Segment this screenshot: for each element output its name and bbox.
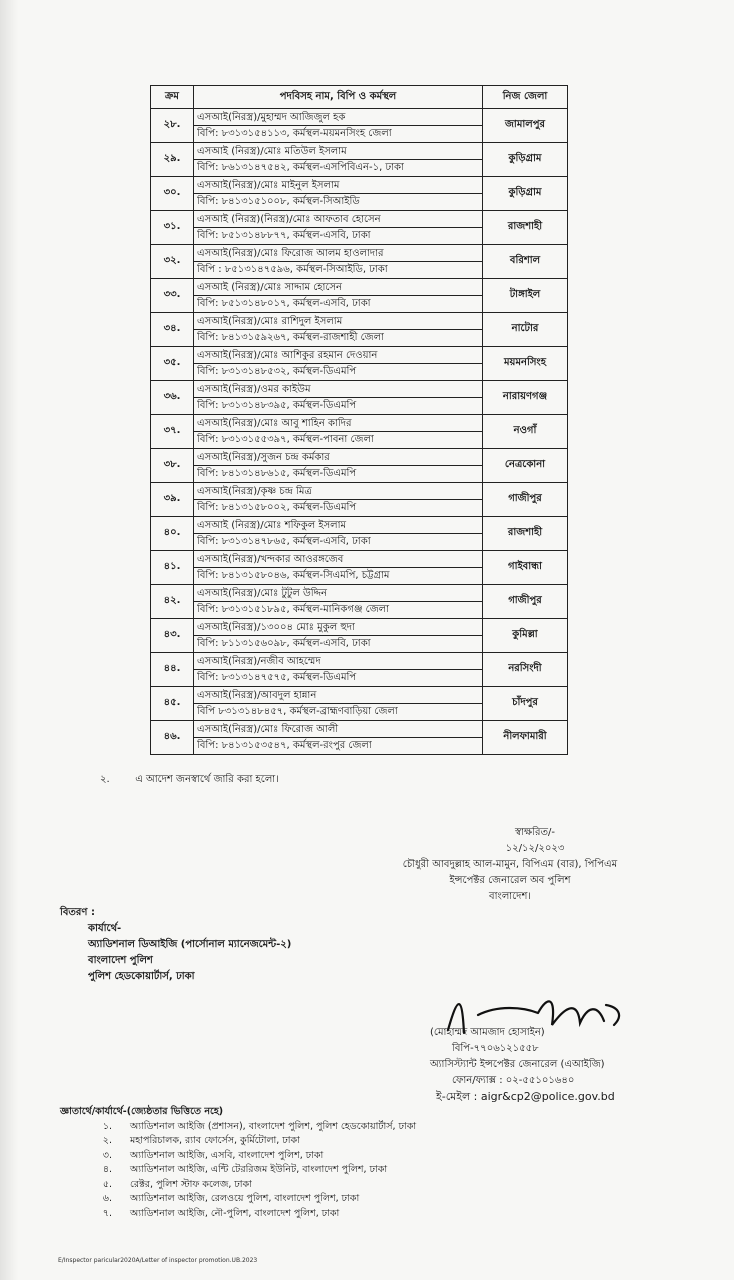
row-serial: ৩৬. [151,381,194,415]
row-district: নওগাঁ [483,415,568,449]
row-name: এসআই (নিরস্ত্র)(নিরস্ত্র)/মোঃ আফতাব হোসেন [194,212,482,228]
info-item-number: ৫. [102,1178,112,1190]
header-name: পদবিসহ নাম, বিপি ও কর্মস্থল [194,86,483,109]
row-name-bp [194,517,483,551]
second-signatory-name: (মোহাম্মদ আমজাদ হোসাইন) [430,1027,545,1038]
row-serial: ৩১. [151,211,194,245]
info-item-text: অ্যাডিশনাল আইজি, রেলওয়ে পুলিশ, বাংলাদেশ পুলিশ, ঢাকা [130,1193,360,1204]
row-serial: ৪০. [151,517,194,551]
row-name-bp [194,381,483,415]
signatory-name: চৌধুরী আবদুল্লাহ আল-মামুন, বিপিএম (বার), পিপিএম [402,859,618,870]
row-name-bp [194,143,483,177]
row-serial: ৩৮. [151,449,194,483]
row-bp: বিপি: ৮৩১৩১৫৪১১৩, কর্মস্থল-ময়মনসিংহ জেলা [197,128,392,139]
row-bp: বিপি: ৮৪১৩১৫৮০০২, কর্মস্থল-ডিএমপি [197,502,357,513]
row-name: এসআই (নিরস্ত্র)/মোঃ মতিউল ইসলাম [194,144,482,160]
row-district: জামালপুর [483,109,568,143]
row-name: এসআই(নিরস্ত্র)/ওমর কাইউম [194,382,482,398]
row-name-bp [194,415,483,449]
row-name-bp [194,347,483,381]
row-name: এসআই(নিরস্ত্র)/১৩০০৪ মোঃ মুকুল হুদা [194,620,482,636]
row-bp: বিপি: ৮৩১৩১৫১৮৯৫, কর্মস্থল-মানিকগঞ্জ জেলা [197,604,390,615]
distribution-heading: বিতরণ : [60,907,95,918]
row-district: রাজশাহী [483,211,568,245]
row-serial: ৩৪. [151,313,194,347]
row-district: নীলফামারী [483,721,568,755]
info-item [60,1120,416,1135]
row-district: কুড়িগ্রাম [483,177,568,211]
info-item [60,1134,416,1149]
row-district: চাঁদপুর [483,687,568,721]
row-district: রাজশাহী [483,517,568,551]
row-bp: বিপি: ৮৪১৩১৪৮৬১৫, কর্মস্থল-ডিএমপি [197,468,357,479]
info-item-text: অ্যাডিশনাল আইজি (প্রশাসন), বাংলাদেশ পুলিশ, পুলিশ হেডকোয়ার্টার্স, ঢাকা [130,1120,417,1132]
info-item-text: অ্যাডিশনাল আইজি, এসবি, বাংলাদেশ পুলিশ, ঢাকা [130,1149,324,1161]
info-heading: জ্ঞাতার্থে/কার্যার্থে-(জ্যেষ্ঠতার ভিত্তিতে নহে) [60,1106,224,1117]
second-signatory-email: ই-মেইল : aigr&cp2@police.gov.bd [436,1090,615,1103]
table-row [151,687,568,721]
info-list-block [60,1105,416,1221]
row-district: গাইবান্ধা [483,551,568,585]
info-item-text: রেক্টর, পুলিশ স্টাফ কলেজ, ঢাকা [130,1178,252,1190]
info-item [60,1149,416,1164]
distribution-line-1: অ্যাডিশনাল ডিআইজি (পার্সোনাল ম্যানেজমেন্ট-২) [88,939,292,950]
row-name: এসআই (নিরস্ত্র)/মোঃ শফিকুল ইসলাম [194,518,482,534]
table-row [151,347,568,381]
row-name: এসআই(নিরস্ত্র)/মোঃ রাশিদুল ইসলাম [194,314,482,330]
row-serial: ৩৫. [151,347,194,381]
table-header-row [151,86,568,109]
table-row [151,483,568,517]
row-district: ময়মনসিংহ [483,347,568,381]
second-signatory-phone: ফোন/ফ্যাক্স : ০২-৫৫১০১৬৪০ [452,1075,575,1086]
row-name: এসআই(নিরস্ত্র)/খন্দকার আওরঙ্গজেব [194,552,482,568]
footer-path: E/Inspector paricular2020A/Letter of inspector promotion.UB.2023 [58,1257,258,1264]
row-serial: ৪৬. [151,721,194,755]
row-district: বরিশাল [483,245,568,279]
second-signatory-title: অ্যাসিস্ট্যান্ট ইন্সপেক্টর জেনারেল (এআইজি) [430,1059,605,1070]
row-district: নাটোর [483,313,568,347]
row-bp: বিপি : ৮৫১৩১৪৭৫৯৬, কর্মস্থল-সিআইডি, ঢাকা [197,264,388,275]
row-bp: বিপি: ৮৬১৩১৪৭৫৪২, কর্মস্থল-এসপিবিএন-১, ঢাকা [197,162,404,173]
table-row [151,653,568,687]
table-row [151,279,568,313]
row-bp: বিপি: ৮৩১৩১৪৮৫৩২, কর্মস্থল-ডিএমপি [197,366,357,377]
row-name-bp [194,279,483,313]
header-serial: ক্রম [151,86,194,109]
info-item-text: অ্যাডিশনাল আইজি, নৌ-পুলিশ, বাংলাদেশ পুলিশ, ঢাকা [130,1207,340,1219]
row-name-bp [194,619,483,653]
table-row [151,619,568,653]
row-serial: ৩০. [151,177,194,211]
row-name-bp [194,313,483,347]
row-name: এসআই(নিরস্ত্র)/মোঃ ফিরোজ আলী [194,722,482,738]
row-name: এসআই(নিরস্ত্র)/কৃষ্ণ চন্দ্র মিত্র [194,484,482,500]
info-item [60,1163,416,1178]
table-row [151,109,568,143]
row-serial: ২৮. [151,109,194,143]
row-name-bp [194,585,483,619]
distribution-line-2: বাংলাদেশ পুলিশ [88,955,153,966]
row-serial: ২৯. [151,143,194,177]
promotion-table [150,85,568,755]
signatory-title: ইন্সপেক্টর জেনারেল অব পুলিশ [449,875,571,886]
row-bp: বিপি: ৮৪১৩১৫১০০৮, কর্মস্থল-সিআইডি [197,196,360,207]
table-row [151,313,568,347]
row-bp: বিপি: ৮৩১৩১৪৭৮৬৫, কর্মস্থল-এসবি, ঢাকা [197,536,371,547]
row-name-bp [194,653,483,687]
info-item-number: ৭. [102,1207,112,1219]
distribution-line-3: পুলিশ হেডকোয়ার্টার্স, ঢাকা [88,971,195,982]
row-name: এসআই(নিরস্ত্র)/মোঃ আশিকুর রহমান দেওয়ান [194,348,482,364]
table-row [151,143,568,177]
row-district: নরসিংদী [483,653,568,687]
distribution-action: কার্যার্থে- [88,923,122,934]
row-serial: ৪৩. [151,619,194,653]
second-signatory-block [430,1025,615,1105]
row-district: কুমিল্লা [483,619,568,653]
row-district: কুড়িগ্রাম [483,143,568,177]
row-name: এসআই(নিরস্ত্র)/মোঃ মাইনুল ইসলাম [194,178,482,194]
table-row [151,245,568,279]
row-serial: ৩৭. [151,415,194,449]
table-row [151,177,568,211]
order-text: এ আদেশ জনস্বার্থে জারি করা হলো। [135,774,279,785]
row-district: নেত্রকোনা [483,449,568,483]
row-name: এসআই (নিরস্ত্র)/মোঃ সাদ্দাম হোসেন [194,280,482,296]
row-name: এসআই(নিরস্ত্র)/নজীব আহম্মেদ [194,654,482,670]
row-bp: বিপি: ৮৩১৩১৪৮৩৯৫, কর্মস্থল-ডিএমপি [197,400,357,411]
row-name: এসআই(নিরস্ত্র)/মোঃ আবু শাহিন কাদির [194,416,482,432]
row-name-bp [194,687,483,721]
signatory-country: বাংলাদেশ। [489,891,531,902]
row-bp: বিপি: ৮৪১৩১৫৯২৬৭, কর্মস্থল-রাজশাহী জেলা [197,332,384,343]
table-row [151,721,568,755]
order-line [100,772,279,789]
row-name: এসআই(নিরস্ত্র)/মোঃ টুটুল উদ্দিন [194,586,482,602]
table-row [151,551,568,585]
signatory-block [380,825,640,905]
row-bp: বিপি: ৮৩১৩১৪৭৫৭৫, কর্মস্থল-ডিএমপি [197,672,357,683]
row-name-bp [194,109,483,143]
info-item [60,1192,416,1207]
row-bp: বিপি: ৮১১৩১৫৬০৯৮, কর্মস্থল-এসবি, ঢাকা [197,638,371,649]
row-serial: ৪৪. [151,653,194,687]
header-district: নিজ জেলা [483,86,568,109]
info-item-number: ২. [102,1135,112,1146]
info-item-number: ৪. [102,1164,112,1175]
row-name-bp [194,449,483,483]
info-item-number: ৬. [102,1193,112,1204]
distribution-block [60,905,291,985]
row-serial: ৩২. [151,245,194,279]
row-name-bp [194,245,483,279]
row-serial: ৪১. [151,551,194,585]
row-serial: ৩৩. [151,279,194,313]
table-row [151,211,568,245]
row-name: এসআই(নিরস্ত্র)/আবদুল হান্নান [194,688,482,704]
info-item-text: মহাপরিচালক, র‍্যাব ফোর্সেস, কুর্মিটোলা, ঢাকা [130,1135,300,1146]
row-district: গাজীপুর [483,483,568,517]
row-district: গাজীপুর [483,585,568,619]
row-name: এসআই(নিরস্ত্র)/মোঃ ফিরোজ আলম হাওলাদার [194,246,482,262]
info-item-text: অ্যাডিশনাল আইজি, এন্টি টেররিজম ইউনিট, বাংলাদেশ পুলিশ, ঢাকা [130,1164,388,1175]
row-bp: বিপি: ৮৪১৩১৫৮০৪৬, কর্মস্থল-সিএমপি, চট্টগ্রাম [197,570,390,581]
info-item-number: ৩. [102,1149,112,1161]
table-row [151,381,568,415]
row-name-bp [194,211,483,245]
row-serial: ৩৯. [151,483,194,517]
row-name: এসআই(নিরস্ত্র)/সুজন চন্দ্র কর্মকার [194,450,482,466]
row-name-bp [194,721,483,755]
page-edge-shadow [0,0,18,1280]
row-bp: বিপি: ৮৪১৩১৫৩৫৪৭, কর্মস্থল-রংপুর জেলা [197,740,372,751]
info-item-number: ১. [102,1120,112,1132]
row-serial: ৪২. [151,585,194,619]
second-signatory-bp: বিপি-৭৭০৬১২১৫৫৮ [452,1043,539,1054]
sign-date: ১২/১২/২০২৩ [505,843,565,854]
info-item [60,1207,416,1222]
row-bp: বিপি: ৮৩১৩১৫৫৩৯৭, কর্মস্থল-পাবনা জেলা [197,434,374,445]
row-name-bp [194,551,483,585]
table-row [151,517,568,551]
row-bp: বিপি: ৮৫১৩১৪৮৮৭৭, কর্মস্থল-এসবি, ঢাকা [197,230,371,241]
row-bp: বিপি: ৮৫১৩১৪৮০১৭, কর্মস্থল-এসবি, ঢাকা [197,298,371,309]
table-row [151,415,568,449]
order-number: ২. [100,774,110,785]
info-item [60,1178,416,1193]
row-name: এসআই(নিরস্ত্র)/মুহাম্মদ আজিজুল হক [194,110,482,126]
row-district: টাঙ্গাইল [483,279,568,313]
row-district: নারায়ণগঞ্জ [483,381,568,415]
row-bp: বিপি ৮৩১৩১৪৮৪৫৭, কর্মস্থল-ব্রাহ্মণবাড়িয়া জেলা [197,706,398,717]
table-row [151,449,568,483]
row-name-bp [194,483,483,517]
row-name-bp [194,177,483,211]
signed-label: স্বাক্ষরিত/- [515,827,555,838]
table-row [151,585,568,619]
row-serial: ৪৫. [151,687,194,721]
